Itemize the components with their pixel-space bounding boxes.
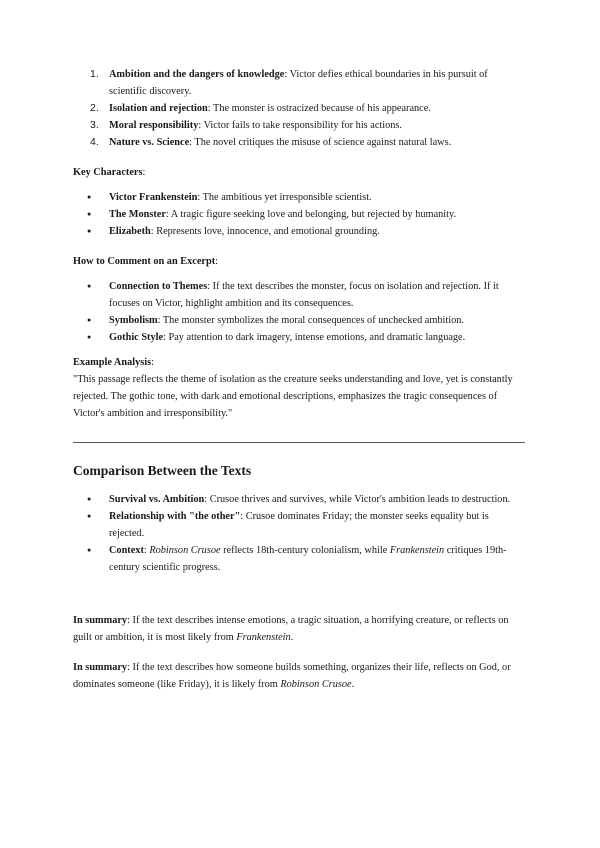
list-item: [73, 66, 525, 100]
list-item: ● Context: Robinson Crusoe reflects 18th-century colonialism, while Frankenstein critiques 19th-century scientific progress.: [73, 542, 525, 576]
list-item: ● Elizabeth: Represents love, innocence, and emotional grounding.: [73, 223, 525, 240]
list-number: 2.: [90, 102, 99, 114]
list-item: ● Symbolism: The monster symbolizes the moral consequences of unchecked ambition.: [73, 312, 525, 329]
theme-text: : The monster is ostracized because of his appearance.: [207, 103, 431, 114]
comparison-title: Comparison Between the Texts: [73, 463, 252, 478]
list-item: ● Connection to Themes: If the text describes the monster, focus on isolation and rejection. If it focuses on Victor, highlight ambition and its consequences.: [73, 278, 525, 312]
list-number: 4.: [90, 136, 99, 148]
list-item: ● Survival vs. Ambition: Crusoe thrives and survives, while Victor's ambition leads to destruction.: [73, 491, 525, 508]
list-item: [73, 134, 525, 151]
key-characters-heading: Key Characters:: [73, 167, 146, 178]
theme-label: Moral responsibility: [109, 120, 199, 131]
theme-label: Ambition and the dangers of knowledge: [109, 69, 285, 80]
theme-text: : Victor fails to take responsibility for his actions.: [198, 120, 403, 131]
theme-text: : Victor defies ethical boundaries in his pursuit of scientific discovery.: [109, 69, 488, 97]
list-item: ● Victor Frankenstein: The ambitious yet irresponsible scientist.: [73, 189, 525, 206]
key-characters-list: [73, 189, 525, 240]
comparison-list: [73, 491, 525, 576]
how-to-comment-list: [73, 278, 525, 346]
list-number: 1.: [90, 68, 99, 80]
example-analysis-text: "This passage reflects the theme of isolation as the creature seeks understanding and love, yet is constantly rejected. The gothic tone, with dark and emotional descriptions, emphasizes the tragic consequences of Victor's ambition and irresponsibility.": [73, 374, 513, 419]
summary-crusoe: In summary: If the text describes how someone builds something, organizes their life, reflects on God, or dominates someone (like Friday), it is likely from Robinson Crusoe.: [73, 662, 511, 690]
example-analysis-heading: Example Analysis:: [73, 357, 154, 368]
list-number: 3.: [90, 119, 99, 131]
theme-text: : The novel critiques the misuse of science against natural laws.: [189, 137, 452, 148]
document-content: [73, 66, 525, 693]
list-item: ● Relationship with "the other": Crusoe dominates Friday; the monster seeks equality but is rejected.: [73, 508, 525, 542]
theme-label: Isolation and rejection: [109, 103, 208, 114]
how-to-comment-heading: How to Comment on an Excerpt:: [73, 256, 219, 267]
summary-frankenstein: In summary: If the text describes intense emotions, a tragic situation, a horrifying creature, or reflects on guilt or ambition, it is most likely from Frankenstein.: [73, 615, 509, 643]
section-divider: [73, 442, 525, 443]
themes-list: [73, 66, 525, 151]
list-item: [73, 117, 525, 134]
theme-label: Nature vs. Science: [109, 137, 190, 148]
list-item: ● The Monster: A tragic figure seeking love and belonging, but rejected by humanity.: [73, 206, 525, 223]
list-item: ● Gothic Style: Pay attention to dark imagery, intense emotions, and dramatic language.: [73, 329, 525, 346]
list-item: [73, 100, 525, 117]
